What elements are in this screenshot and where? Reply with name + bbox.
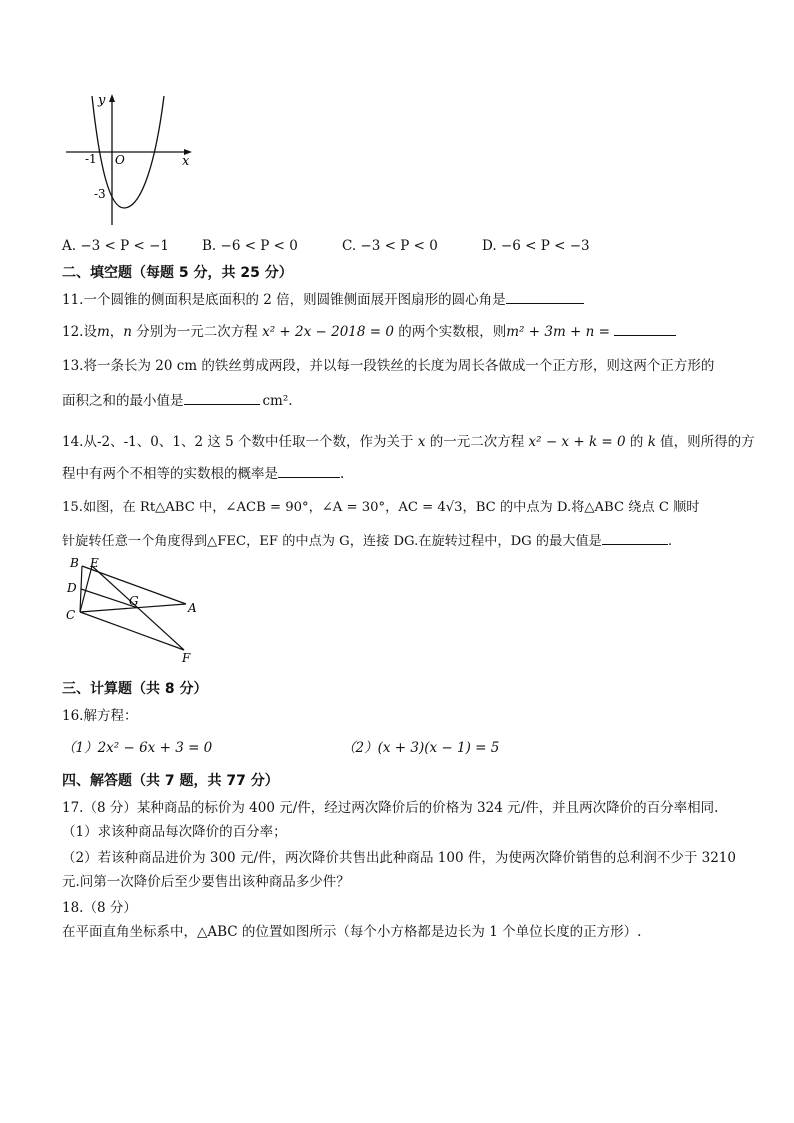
point-f-label: F bbox=[182, 651, 191, 665]
q15-text: 针旋转任意一个角度得到△FEC，EF 的中点为 G，连接 DG.在旋转过程中，DG 的最大值是 bbox=[62, 534, 602, 549]
option-c: C. −3 < P < 0 bbox=[342, 238, 438, 254]
q15-line1: 15.如图，在 Rt△ABC 中，∠ACB = 90°，∠A = 30°，AC = 4√3，BC 的中点为 D.将△ABC 绕点 C 顺时 bbox=[62, 500, 700, 515]
q18-line2: 在平面直角坐标系中，△ABC 的位置如图所示（每个小方格都是边长为 1 个单位长度的正方形）. bbox=[62, 924, 642, 940]
q17-line1: 17.（8 分）某种商品的标价为 400 元/件，经过两次降价后的价格为 324 元/件，并且两次降价的百分率相同. bbox=[62, 800, 719, 816]
q12 bbox=[62, 320, 676, 340]
q12-mid: 分别为一元二次方程 bbox=[132, 324, 263, 340]
option-d: D. −6 < P < −3 bbox=[482, 238, 590, 254]
q11-text: 11.一个圆锥的侧面积是底面积的 2 倍，则圆锥侧面展开图扇形的圆心角是 bbox=[62, 292, 506, 308]
point-b-label: B bbox=[70, 556, 79, 570]
q12-equation: x² + 2x − 2018 = 0 bbox=[262, 324, 394, 340]
q13-blank bbox=[184, 391, 260, 405]
q15-blank bbox=[602, 531, 668, 545]
q12-var-m: m bbox=[96, 324, 110, 340]
q13-line2 bbox=[62, 389, 293, 409]
q16-title: 16.解方程： bbox=[62, 708, 138, 724]
q17-part2: （2）若该种商品进价为 300 元/件，两次降价共售出此种商品 100 件，为使两次降价销售的总利润不少于 3210 bbox=[62, 850, 736, 866]
q14-equation: x² − x + k = 0 bbox=[528, 434, 626, 450]
q12-expression: m² + 3m + n = bbox=[506, 324, 610, 340]
tick-neg3-label: -3 bbox=[94, 187, 106, 201]
q14-prefix: 14.从-2、-1、0、1、2 这 5 个数中任取一个数，作为关于 bbox=[62, 434, 418, 450]
q14-mid2: 的 bbox=[625, 434, 648, 450]
parabola-graph bbox=[60, 90, 200, 230]
x-axis-label: x bbox=[182, 154, 190, 169]
q13-text: 面积之和的最小值是 bbox=[62, 393, 184, 409]
q12-suffix: 的两个实数根，则 bbox=[393, 324, 507, 340]
q15-end: . bbox=[667, 534, 673, 549]
q15-line2 bbox=[62, 530, 672, 549]
q11 bbox=[62, 288, 584, 308]
q17-part1: （1）求该种商品每次降价的百分率； bbox=[62, 824, 287, 840]
point-g-label: G bbox=[129, 594, 139, 608]
q14-line2 bbox=[62, 462, 344, 482]
q12-comma: ， bbox=[109, 324, 124, 340]
q12-var-n: n bbox=[123, 324, 132, 340]
q14-end: . bbox=[340, 466, 345, 482]
tick-neg1-label: -1 bbox=[85, 152, 97, 166]
q16-part2: （2）(x + 3)(x − 1) = 5 bbox=[342, 740, 500, 756]
q12-prefix: 12.设 bbox=[62, 324, 97, 340]
q14-blank bbox=[278, 464, 340, 478]
point-c-label: C bbox=[66, 608, 76, 622]
q16-part1: （1）2x² − 6x + 3 = 0 bbox=[62, 740, 213, 756]
q12-blank bbox=[614, 322, 676, 336]
option-a: A. −3 < P < −1 bbox=[62, 238, 170, 254]
origin-label: O bbox=[115, 153, 125, 167]
y-axis-label: y bbox=[98, 93, 106, 108]
q14-var-x: x bbox=[417, 434, 426, 450]
point-a-label: A bbox=[188, 601, 197, 615]
triangle-figure bbox=[60, 556, 210, 666]
q14-suffix: 值，则所得的方 bbox=[655, 434, 755, 450]
q14-text: 程中有两个不相等的实数根的概率是 bbox=[62, 466, 278, 482]
section2-heading: 二、填空题（每题 5 分，共 25 分） bbox=[62, 265, 293, 281]
option-b: B. −6 < P < 0 bbox=[202, 238, 298, 254]
q14-var-k: k bbox=[647, 434, 656, 450]
q18-line1: 18.（8 分） bbox=[62, 900, 137, 916]
section3-heading: 三、计算题（共 8 分） bbox=[62, 681, 208, 697]
q14-line1 bbox=[62, 430, 755, 450]
q11-blank bbox=[506, 290, 584, 304]
q14-mid: 的一元二次方程 bbox=[425, 434, 529, 450]
point-e-label: E bbox=[90, 556, 99, 570]
q13-unit: cm². bbox=[262, 393, 293, 409]
q17-part2-cont: 元.问第一次降价后至少要售出该种商品多少件？ bbox=[62, 874, 350, 890]
section4-heading: 四、解答题（共 7 题，共 77 分） bbox=[62, 773, 279, 789]
point-d-label: D bbox=[67, 581, 77, 595]
q13-line1: 13.将一条长为 20 cm 的铁丝剪成两段，并以每一段铁丝的长度为周长各做成一个正方形，则这两个正方形的 bbox=[62, 358, 715, 374]
